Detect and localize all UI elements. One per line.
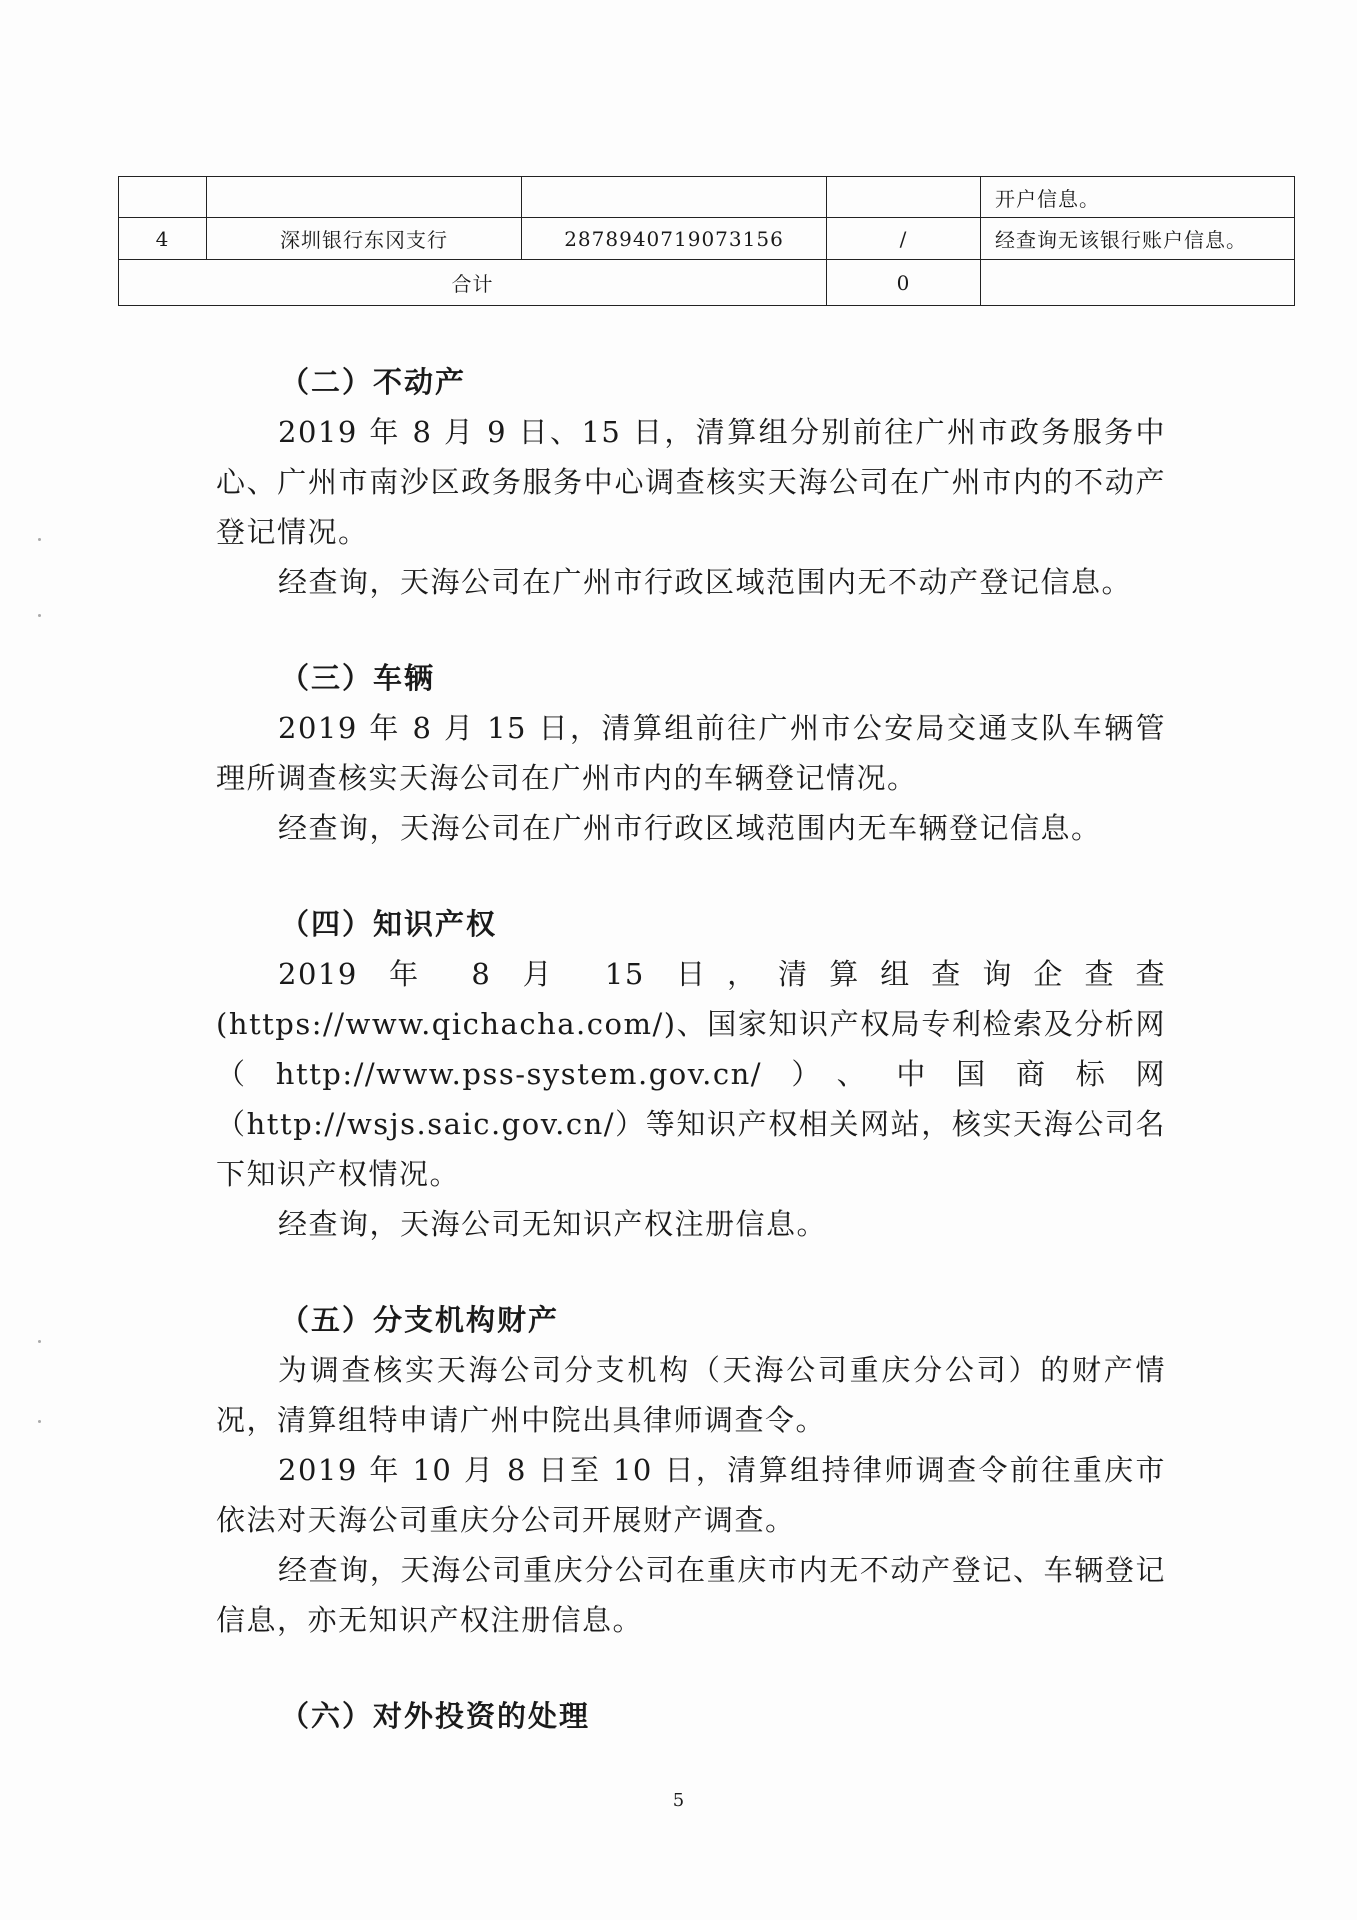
- section-external-investment: [216, 1691, 1166, 1741]
- scan-speck: [38, 614, 41, 617]
- section-heading: （二）不动产: [280, 365, 467, 399]
- table-row: [119, 177, 1295, 218]
- total-amount: 0: [827, 260, 981, 306]
- section-heading: （四）知识产权: [280, 907, 498, 941]
- cell-no: [119, 177, 207, 218]
- scan-speck: [38, 1420, 41, 1423]
- cell-account: 2878940719073156: [522, 218, 827, 260]
- paragraph: 经查询，天海公司无知识产权注册信息。: [278, 1207, 828, 1241]
- total-note: [981, 260, 1295, 306]
- table-row: [119, 218, 1295, 260]
- paragraph: 2019 年 8 月 9 日、15 日，清算组分别前往广州市政务服务中心、广州市南沙区政务服务中心调查核实天海公司在广州市内的不动产登记情况。: [216, 415, 1166, 549]
- cell-bank: 深圳银行东冈支行: [207, 218, 522, 260]
- cell-amount: [827, 177, 981, 218]
- section-heading: （三）车辆: [280, 661, 436, 695]
- section-heading: （六）对外投资的处理: [280, 1699, 591, 1733]
- paragraph: 2019 年 10 月 8 日至 10 日，清算组持律师调查令前往重庆市依法对天海公司重庆分公司开展财产调查。: [216, 1453, 1166, 1537]
- paragraph: 经查询，天海公司重庆分公司在重庆市内无不动产登记、车辆登记信息，亦无知识产权注册信息。: [216, 1553, 1166, 1637]
- section-vehicles: [216, 653, 1166, 853]
- section-real-estate: [216, 357, 1166, 607]
- section-branch-property: [216, 1295, 1166, 1645]
- bank-account-table: [118, 176, 1295, 306]
- page-number: 5: [672, 1790, 685, 1811]
- table-total-row: [119, 260, 1295, 306]
- paragraph: 为调查核实天海公司分支机构（天海公司重庆分公司）的财产情况，清算组特申请广州中院出具律师调查令。: [216, 1353, 1166, 1437]
- cell-no: 4: [119, 218, 207, 260]
- cell-amount: /: [827, 218, 981, 260]
- scan-speck: [38, 1340, 41, 1343]
- cell-account: [522, 177, 827, 218]
- cell-bank: [207, 177, 522, 218]
- total-label: 合计: [119, 260, 827, 306]
- paragraph: 2019 年 8 月 15 日，清算组查询企查查(https://www.qichacha.com/)、国家知识产权局专利检索及分析网（http://www.pss-system.gov.cn/）、中国商标网（http://wsjs.saic.gov.cn/）等知识产权相关网站，核实天海公司名下知识产权情况。: [216, 957, 1166, 1191]
- paragraph: 2019 年 8 月 15 日，清算组前往广州市公安局交通支队车辆管理所调查核实天海公司在广州市内的车辆登记情况。: [216, 711, 1166, 795]
- section-heading: （五）分支机构财产: [280, 1303, 560, 1337]
- paragraph: 经查询，天海公司在广州市行政区域范围内无车辆登记信息。: [278, 811, 1102, 845]
- paragraph: 经查询，天海公司在广州市行政区域范围内无不动产登记信息。: [278, 565, 1133, 599]
- document-body: [216, 357, 1166, 1741]
- section-intellectual-property: [216, 899, 1166, 1249]
- cell-note: 经查询无该银行账户信息。: [981, 218, 1295, 260]
- cell-note: 开户信息。: [981, 177, 1295, 218]
- scan-speck: [38, 538, 41, 541]
